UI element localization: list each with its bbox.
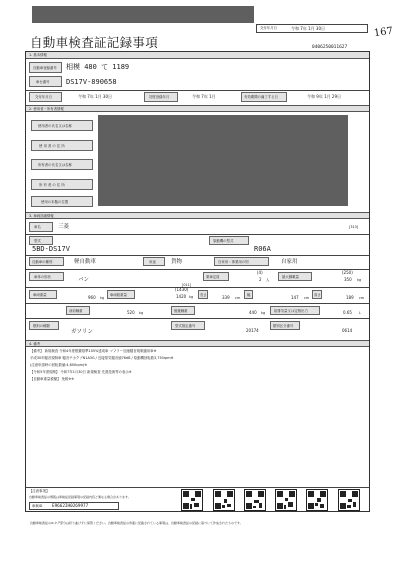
use-label: 用途 <box>149 260 156 264</box>
gross-top: (1430) <box>175 287 189 292</box>
width-label: 幅 <box>247 293 251 297</box>
category-label-cell <box>270 321 300 330</box>
rear-axle-unit: kg <box>261 311 266 315</box>
fuel-value: ガソリン <box>71 329 94 335</box>
maxload-label: 最大積載量 <box>282 275 299 279</box>
record-id-box <box>29 502 119 510</box>
engine-label-cell <box>209 236 249 245</box>
kind-label-cell <box>29 257 64 266</box>
maker-label-cell <box>29 222 53 232</box>
use-value: 貨物 <box>171 259 183 265</box>
height-label-cell <box>312 290 322 299</box>
footer-disclaimer: 自動車検査証のICタグ部分は折り曲げずに保管ください。自動車検査証の券面に記載されている事項は、自動車検査証の記録に基づいて作成されたものです。 <box>30 521 243 525</box>
owner-name-label-cell <box>31 159 93 170</box>
qr-code-6 <box>338 489 360 511</box>
kind-label: 自動車の種別 <box>32 260 53 264</box>
notes-title: 【注意事項】 <box>29 489 50 493</box>
gross-label-cell <box>107 290 135 299</box>
engine-value: R06A <box>254 245 271 253</box>
user-address-label-cell <box>31 140 93 151</box>
expiry-label: 有効期間の満了する日 <box>244 95 278 99</box>
height-label: 高さ <box>314 293 321 297</box>
weight-value: 960 <box>88 295 96 300</box>
body-code: [011] <box>182 283 192 287</box>
document-title: 自動車検査証記録事項 <box>30 35 159 50</box>
expiry-label-cell <box>241 92 287 102</box>
length-label-cell <box>198 290 208 299</box>
model-label-cell <box>29 236 53 245</box>
front-axle-label-cell <box>66 306 90 315</box>
remarks-line-1: 【備考】 新規検査 令和4年度燃費基準105%達成車 マフラー加速騒音規制適用車※ <box>30 349 157 353</box>
remarks-line-4: 【令和5年度規制】 令和7年1月30日 新規検査 先進技術等の表示※ <box>30 370 132 374</box>
remarks-line-2: 平成30年騒音規制車 騒音チカクブN1A3G / 近接排気騒音値76dB / 原動機回転数3,750rpm※ <box>30 356 174 360</box>
private-label: 自家用・事業用の別 <box>218 260 249 264</box>
chassis-label: 車台番号 <box>36 79 50 84</box>
remarks-line-3: (注意申請時の回転数値:4,600rpm)※ <box>30 363 88 367</box>
body-label: 車体の形状 <box>34 275 51 279</box>
plate-label: 自動車登録番号 <box>33 65 57 70</box>
capacity-value: 2 <box>259 277 262 282</box>
weight-label: 車両重量 <box>33 293 47 297</box>
fuel-label-cell <box>29 321 59 330</box>
private-label-cell <box>214 257 269 266</box>
height-value: 189 <box>346 295 354 300</box>
plate-value: 相模 480 て 1189 <box>66 63 130 71</box>
maker-label: 車名 <box>34 225 41 229</box>
kind-value: 軽自動車 <box>74 259 97 265</box>
use-label-cell <box>143 257 165 266</box>
fuel-label: 燃料の種類 <box>33 324 50 328</box>
user-name-label: 使用者の氏名又は名称 <box>38 123 72 128</box>
base-location-label: 使用の本拠の位置 <box>41 199 69 204</box>
owner-address-label-cell <box>31 179 93 190</box>
owner-address-label: 所 有 者 の 住 所 <box>39 182 65 187</box>
gross-label: 車両総重量 <box>110 293 127 297</box>
type-no-label: 型式指定番号 <box>175 324 196 328</box>
maxload-label-cell <box>278 272 312 281</box>
issue-row-label-cell <box>29 92 62 102</box>
base-location-label-cell <box>31 196 93 207</box>
maker-value: 三菱 <box>58 224 70 230</box>
handwritten-number: 167 <box>373 25 394 40</box>
redacted-owner-info <box>98 115 348 206</box>
remarks-line-5: 【自動車重量税額】 免税※※ <box>30 377 75 381</box>
maxload-unit: kg <box>357 278 362 282</box>
expiry-value: 令和 9年 1月 29日 <box>307 94 341 99</box>
type-no-value: 20174 <box>246 328 259 333</box>
category-label: 類別区分番号 <box>273 324 294 328</box>
body-label-cell <box>29 272 64 281</box>
chassis-value: DS17V-890658 <box>66 78 117 86</box>
redacted-header-bar <box>32 6 254 23</box>
qr-code-3 <box>244 489 266 511</box>
engine-label: 原動機の型式 <box>213 239 234 243</box>
length-label: 長さ <box>200 293 207 297</box>
issue-row-label: 交付年月日 <box>35 95 52 99</box>
weight-unit: kg <box>100 296 105 300</box>
rear-axle-label: 後後軸重 <box>174 309 188 313</box>
displacement-value: 0.65 <box>343 310 352 315</box>
maxload-top: (250) <box>342 270 353 275</box>
qr-code-5 <box>306 489 328 511</box>
document-number: 0406250011627 <box>312 45 348 50</box>
maxload-value: 350 <box>344 277 352 282</box>
rear-axle-label-cell <box>171 306 195 315</box>
issue-date-box <box>256 24 368 33</box>
displacement-unit: L <box>359 311 361 315</box>
capacity-label: 乗車定員 <box>206 275 220 279</box>
width-value: 147 <box>291 295 299 300</box>
owner-name-label: 所有者の氏名又は名称 <box>38 162 72 167</box>
user-name-label-cell <box>31 120 93 131</box>
displacement-label-cell <box>270 306 320 315</box>
section-owner-header <box>26 105 369 112</box>
model-label: 型式 <box>34 239 41 243</box>
width-unit: cm <box>304 296 310 300</box>
width-label-cell <box>244 290 253 299</box>
gross-value: 1420 <box>176 294 187 299</box>
first-reg-label: 初度登録年月 <box>149 95 170 99</box>
maker-code: [313] <box>349 225 359 229</box>
first-reg-value: 令和 7年 1月 <box>192 94 216 99</box>
capacity-top: (4) <box>257 270 263 275</box>
body-value: バン <box>78 277 90 283</box>
type-no-label-cell <box>171 321 205 330</box>
category-value: 0614 <box>342 328 353 333</box>
notes-line: 自動車検査証の情報は車検証記録事項の記録内容と異なる場合があります。 <box>29 495 131 499</box>
record-id-value: E9662IH0269977 <box>52 503 89 509</box>
first-reg-label-cell <box>144 92 178 102</box>
capacity-label-cell <box>203 272 229 281</box>
section-vehicle-header <box>26 212 369 219</box>
issue-row-value: 令和 7年 1月 30日 <box>78 94 112 99</box>
user-address-label: 使 用 者 の 住 所 <box>39 143 65 148</box>
capacity-unit: 人 <box>266 278 270 282</box>
certificate-body <box>25 51 370 512</box>
section-basic-title: 1. 基本情報 <box>29 52 47 57</box>
qr-code-1 <box>181 489 203 511</box>
record-id-label: 車検ID <box>32 504 43 508</box>
model-value: 5BD-DS17V <box>32 245 70 253</box>
weight-label-cell <box>29 290 57 299</box>
length-value: 339 <box>222 295 230 300</box>
plate-label-cell <box>29 62 62 73</box>
issue-date-value: 令和 7年 1月 30日 <box>291 26 325 31</box>
gross-unit: kg <box>189 295 194 299</box>
section-basic-header <box>26 52 369 59</box>
height-unit: cm <box>359 296 365 300</box>
section-vehicle-title: 3. 車両詳細情報 <box>29 213 54 218</box>
front-axle-unit: kg <box>139 311 144 315</box>
front-axle-label: 前前軸重 <box>69 309 83 313</box>
section-remarks-header <box>26 340 369 347</box>
issue-date-label: 交付年月日 <box>260 26 277 30</box>
rear-axle-value: 440 <box>249 310 257 315</box>
chassis-label-cell <box>29 76 62 87</box>
private-value: 自家用 <box>281 259 298 265</box>
length-unit: cm <box>235 296 241 300</box>
front-axle-value: 520 <box>127 310 135 315</box>
section-owner-title: 2. 使用者・所有者情報 <box>29 106 64 111</box>
qr-code-2 <box>213 489 235 511</box>
displacement-label: 総排気量又は定格出力 <box>274 309 308 313</box>
section-remarks-title: 4. 備考 <box>29 341 41 346</box>
qr-code-4 <box>275 489 297 511</box>
